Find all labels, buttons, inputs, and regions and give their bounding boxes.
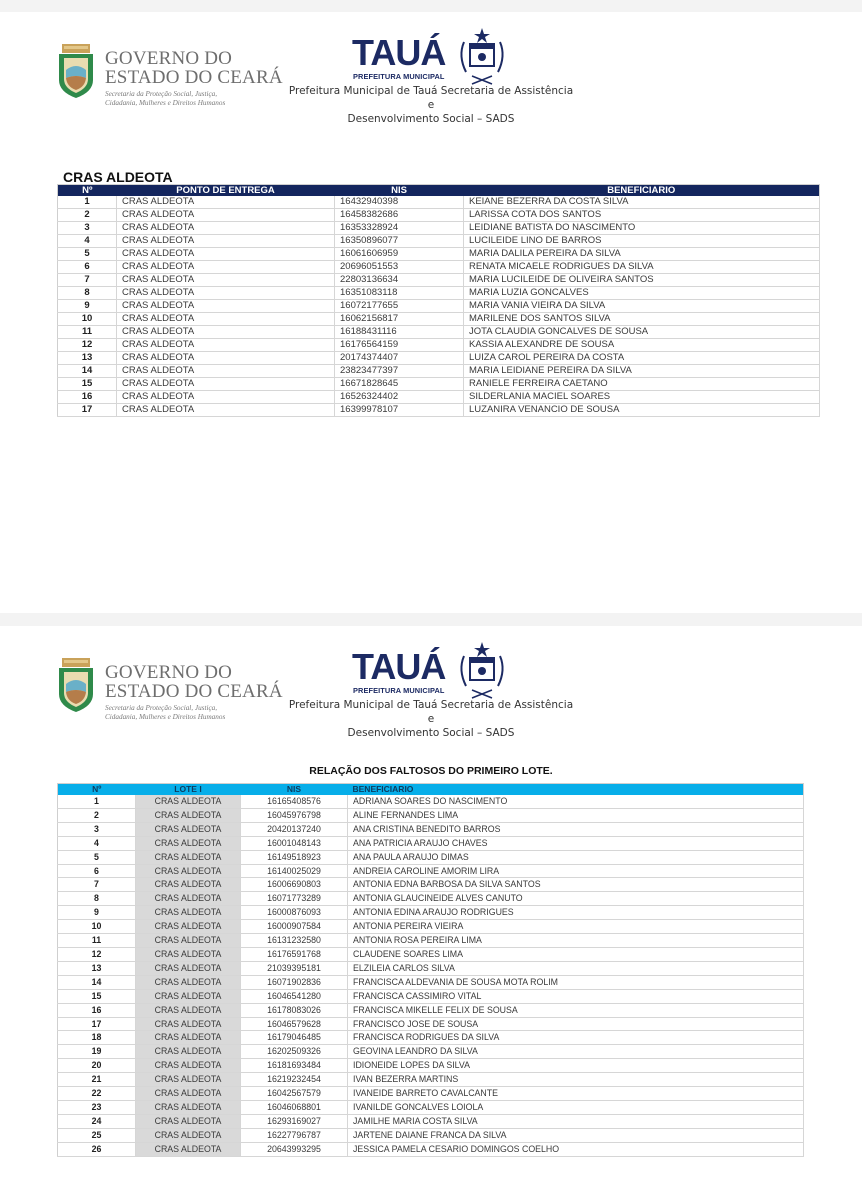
table-row [58,920,804,934]
beneficiary-cell: MARIA DALILA PEREIRA DA SILVA [464,248,820,261]
lote-cell: CRAS ALDEOTA [136,1087,241,1101]
column-header-delivery-point: PONTO DE ENTREGA [117,185,335,197]
row-number: 11 [58,326,117,339]
table-row [58,836,804,850]
nis-cell: 16000907584 [241,920,348,934]
beneficiary-cell: KASSIA ALEXANDRE DE SOUSA [464,339,820,352]
gov-line-2: ESTADO DO CEARÁ [105,67,283,88]
taua-logo [350,26,520,88]
column-header-beneficiary: BENEFICIARIO [348,784,804,796]
beneficiary-cell: ADRIANA SOARES DO NASCIMENTO [348,795,804,808]
beneficiary-cell: RANIELE FERREIRA CAETANO [464,378,820,391]
table-row [58,1059,804,1073]
row-number: 4 [58,235,117,248]
nis-cell: 16000876093 [241,906,348,920]
nis-cell: 16061606959 [335,248,464,261]
row-number: 19 [58,1045,136,1059]
gov-line-1: GOVERNO DO [105,662,233,683]
nis-cell: 16140025029 [241,864,348,878]
lote-cell: CRAS ALDEOTA [136,836,241,850]
lote-cell: CRAS ALDEOTA [136,906,241,920]
delivery-point-cell: CRAS ALDEOTA [117,235,335,248]
table-row [58,1031,804,1045]
lote-cell: CRAS ALDEOTA [136,1142,241,1156]
document-page-2 [0,626,862,1200]
nis-cell: 16399978107 [335,404,464,417]
delivery-point-cell: CRAS ALDEOTA [117,326,335,339]
row-number: 16 [58,1003,136,1017]
nis-cell: 16526324402 [335,391,464,404]
column-header-lote: LOTE I [136,784,241,796]
taua-seal-icon [452,26,512,86]
table-row [58,1073,804,1087]
nis-cell: 16042567579 [241,1087,348,1101]
beneficiary-cell: FRANCISCA RODRIGUES DA SILVA [348,1031,804,1045]
beneficiary-cell: FRANCISCA MIKELLE FELIX DE SOUSA [348,1003,804,1017]
beneficiary-cell: ANDREIA CAROLINE AMORIM LIRA [348,864,804,878]
row-number: 20 [58,1059,136,1073]
nis-cell: 16071902836 [241,975,348,989]
table-row [58,961,804,975]
lote-cell: CRAS ALDEOTA [136,1003,241,1017]
nis-cell: 16046579628 [241,1017,348,1031]
lote-cell: CRAS ALDEOTA [136,795,241,808]
lote-cell: CRAS ALDEOTA [136,989,241,1003]
beneficiary-cell: JARTENE DAIANE FRANCA DA SILVA [348,1128,804,1142]
beneficiary-cell: LEIDIANE BATISTA DO NASCIMENTO [464,222,820,235]
row-number: 1 [58,196,117,209]
lote-cell: CRAS ALDEOTA [136,1114,241,1128]
beneficiary-cell: JOTA CLAUDIA GONCALVES DE SOUSA [464,326,820,339]
document-page-1 [0,12,862,613]
lote-cell: CRAS ALDEOTA [136,1100,241,1114]
taua-name: TAUÁ [352,646,446,687]
table-header-row [58,784,804,796]
nis-cell: 16001048143 [241,836,348,850]
row-number: 12 [58,339,117,352]
table-header-row [58,185,820,197]
gov-subtitle-1: Secretaria da Proteção Social, Justiça, [105,90,218,98]
beneficiary-cell: FRANCISCA CASSIMIRO VITAL [348,989,804,1003]
row-number: 10 [58,920,136,934]
delivery-point-cell: CRAS ALDEOTA [117,209,335,222]
nis-cell: 16131232580 [241,934,348,948]
beneficiary-cell: FRANCISCA ALDEVANIA DE SOUSA MOTA ROLIM [348,975,804,989]
nis-cell: 16071773289 [241,892,348,906]
beneficiary-cell: JESSICA PAMELA CESARIO DOMINGOS COELHO [348,1142,804,1156]
row-number: 13 [58,961,136,975]
delivery-point-cell: CRAS ALDEOTA [117,222,335,235]
nis-cell: 16006690803 [241,878,348,892]
taua-subtitle: PREFEITURA MUNICIPAL [353,72,445,81]
beneficiary-cell: ELZILEIA CARLOS SILVA [348,961,804,975]
row-number: 22 [58,1087,136,1101]
row-number: 6 [58,864,136,878]
row-number: 15 [58,989,136,1003]
delivery-point-cell: CRAS ALDEOTA [117,300,335,313]
secretaria-line-2: Desenvolvimento Social – SADS [347,727,515,739]
beneficiaries-table [57,184,820,417]
row-number: 5 [58,850,136,864]
row-number: 16 [58,391,117,404]
delivery-point-cell: CRAS ALDEOTA [117,261,335,274]
lote-cell: CRAS ALDEOTA [136,961,241,975]
column-header-number: Nº [58,185,117,197]
gov-line-1: GOVERNO DO [105,48,233,69]
row-number: 12 [58,947,136,961]
beneficiary-cell: ANA PATRICIA ARAUJO CHAVES [348,836,804,850]
nis-cell: 20174374407 [335,352,464,365]
beneficiary-cell: MARIA LUCILEIDE DE OLIVEIRA SANTOS [464,274,820,287]
delivery-point-cell: CRAS ALDEOTA [117,378,335,391]
column-header-nis: NIS [335,185,464,197]
gov-subtitle-2: Cidadania, Mulheres e Direitos Humanos [105,713,226,721]
table-row [58,391,820,404]
governo-ceara-logo [57,656,283,726]
beneficiary-cell: IDIONEIDE LOPES DA SILVA [348,1059,804,1073]
nis-cell: 16350896077 [335,235,464,248]
row-number: 18 [58,1031,136,1045]
nis-cell: 16671828645 [335,378,464,391]
row-number: 3 [58,222,117,235]
column-header-number: Nº [58,784,136,796]
nis-cell: 16046541280 [241,989,348,1003]
delivery-point-cell: CRAS ALDEOTA [117,391,335,404]
nis-cell: 16176564159 [335,339,464,352]
beneficiary-cell: ANTONIA EDINA ARAUJO RODRIGUES [348,906,804,920]
nis-cell: 20643993295 [241,1142,348,1156]
secretaria-line-2: Desenvolvimento Social – SADS [347,113,515,125]
page-header [0,12,862,125]
table-row [58,1087,804,1101]
lote-cell: CRAS ALDEOTA [136,850,241,864]
nis-cell: 16072177655 [335,300,464,313]
nis-cell: 16149518923 [241,850,348,864]
nis-cell: 16165408576 [241,795,348,808]
row-number: 1 [58,795,136,808]
table-row [58,934,804,948]
nis-cell: 16062156817 [335,313,464,326]
row-number: 13 [58,352,117,365]
lote-cell: CRAS ALDEOTA [136,822,241,836]
nis-cell: 16219232454 [241,1073,348,1087]
delivery-point-cell: CRAS ALDEOTA [117,339,335,352]
lote-cell: CRAS ALDEOTA [136,864,241,878]
lote-cell: CRAS ALDEOTA [136,808,241,822]
table-row [58,975,804,989]
lote-cell: CRAS ALDEOTA [136,920,241,934]
table-row [58,1003,804,1017]
table-row [58,795,804,808]
nis-cell: 16227796787 [241,1128,348,1142]
beneficiary-cell: ANTONIA EDNA BARBOSA DA SILVA SANTOS [348,878,804,892]
row-number: 7 [58,878,136,892]
secretaria-line-1: Prefeitura Municipal de Tauá Secretaria de Assistência e [288,699,574,725]
beneficiary-cell: ANTONIA GLAUCINEIDE ALVES CANUTO [348,892,804,906]
row-number: 25 [58,1128,136,1142]
nis-cell: 21039395181 [241,961,348,975]
nis-cell: 16176591768 [241,947,348,961]
row-number: 17 [58,404,117,417]
table-row [58,222,820,235]
table-row [58,1045,804,1059]
lote-cell: CRAS ALDEOTA [136,1128,241,1142]
row-number: 2 [58,209,117,222]
beneficiary-cell: GEOVINA LEANDRO DA SILVA [348,1045,804,1059]
taua-subtitle: PREFEITURA MUNICIPAL [353,686,445,695]
gov-subtitle [105,704,225,722]
nis-cell: 20420137240 [241,822,348,836]
nis-cell: 16181693484 [241,1059,348,1073]
nis-cell: 16351083118 [335,287,464,300]
table-row [58,864,804,878]
table-row [58,274,820,287]
table-row [58,352,820,365]
table-row [58,313,820,326]
delivery-point-cell: CRAS ALDEOTA [117,287,335,300]
gov-subtitle [105,90,225,108]
table-row [58,235,820,248]
row-number: 15 [58,378,117,391]
nis-cell: 22803136634 [335,274,464,287]
table-row [58,892,804,906]
beneficiary-cell: IVAN BEZERRA MARTINS [348,1073,804,1087]
ceara-crest-icon [57,44,95,98]
beneficiary-cell: LUCILEIDE LINO DE BARROS [464,235,820,248]
row-number: 14 [58,365,117,378]
beneficiary-cell: ANTONIA PEREIRA VIEIRA [348,920,804,934]
row-number: 21 [58,1073,136,1087]
delivery-point-cell: CRAS ALDEOTA [117,248,335,261]
beneficiary-cell: MARIA VANIA VIEIRA DA SILVA [464,300,820,313]
ceara-crest-icon [57,658,95,712]
delivery-point-cell: CRAS ALDEOTA [117,352,335,365]
row-number: 26 [58,1142,136,1156]
beneficiary-cell: LARISSA COTA DOS SANTOS [464,209,820,222]
taua-name: TAUÁ [352,32,446,73]
row-number: 8 [58,892,136,906]
delivery-point-cell: CRAS ALDEOTA [117,313,335,326]
row-number: 17 [58,1017,136,1031]
table-row [58,196,820,209]
lote-cell: CRAS ALDEOTA [136,1017,241,1031]
beneficiary-cell: LUIZA CAROL PEREIRA DA COSTA [464,352,820,365]
beneficiary-cell: IVANEIDE BARRETO CAVALCANTE [348,1087,804,1101]
nis-cell: 20696051553 [335,261,464,274]
table-row [58,404,820,417]
table-row [58,822,804,836]
row-number: 9 [58,906,136,920]
nis-cell: 16045976798 [241,808,348,822]
absentees-table [57,783,804,1157]
row-number: 11 [58,934,136,948]
table-row [58,261,820,274]
beneficiary-cell: MARIA LUZIA GONCALVES [464,287,820,300]
lote-cell: CRAS ALDEOTA [136,878,241,892]
table-row [58,989,804,1003]
table-row [58,287,820,300]
secretaria-line-1: Prefeitura Municipal de Tauá Secretaria de Assistência e [288,85,574,111]
column-header-nis: NIS [241,784,348,796]
beneficiary-cell: FRANCISCO JOSE DE SOUSA [348,1017,804,1031]
nis-cell: 16353328924 [335,222,464,235]
beneficiary-cell: LUZANIRA VENANCIO DE SOUSA [464,404,820,417]
beneficiary-cell: SILDERLANIA MACIEL SOARES [464,391,820,404]
nis-cell: 16046068801 [241,1100,348,1114]
page-header [0,626,862,739]
nis-cell: 16188431116 [335,326,464,339]
table1-title: CRAS ALDEOTA [63,169,173,185]
row-number: 5 [58,248,117,261]
beneficiary-cell: KEIANE BEZERRA DA COSTA SILVA [464,196,820,209]
nis-cell: 16458382686 [335,209,464,222]
row-number: 9 [58,300,117,313]
lote-cell: CRAS ALDEOTA [136,1059,241,1073]
gov-subtitle-2: Cidadania, Mulheres e Direitos Humanos [105,99,226,107]
lote-cell: CRAS ALDEOTA [136,1073,241,1087]
taua-logo [350,640,520,702]
row-number: 7 [58,274,117,287]
secretaria-name [285,84,577,126]
row-number: 23 [58,1100,136,1114]
governo-ceara-logo [57,42,283,112]
table-row [58,1100,804,1114]
nis-cell: 16178083026 [241,1003,348,1017]
lote-cell: CRAS ALDEOTA [136,1045,241,1059]
row-number: 4 [58,836,136,850]
beneficiary-cell: ANA CRISTINA BENEDITO BARROS [348,822,804,836]
nis-cell: 16293169027 [241,1114,348,1128]
nis-cell: 16179046485 [241,1031,348,1045]
lote-cell: CRAS ALDEOTA [136,947,241,961]
nis-cell: 23823477397 [335,365,464,378]
beneficiary-cell: MARIA LEIDIANE PEREIRA DA SILVA [464,365,820,378]
table-row [58,808,804,822]
table-row [58,339,820,352]
nis-cell: 16202509326 [241,1045,348,1059]
table-row [58,947,804,961]
table-row [58,906,804,920]
lote-cell: CRAS ALDEOTA [136,975,241,989]
delivery-point-cell: CRAS ALDEOTA [117,274,335,287]
lote-cell: CRAS ALDEOTA [136,892,241,906]
lote-cell: CRAS ALDEOTA [136,934,241,948]
nis-cell: 16432940398 [335,196,464,209]
row-number: 8 [58,287,117,300]
table-row [58,209,820,222]
table-row [58,300,820,313]
table-row [58,378,820,391]
lote-cell: CRAS ALDEOTA [136,1031,241,1045]
row-number: 2 [58,808,136,822]
taua-seal-icon [452,640,512,700]
table-row [58,1142,804,1156]
beneficiary-cell: ANA PAULA ARAUJO DIMAS [348,850,804,864]
row-number: 24 [58,1114,136,1128]
table-row [58,1128,804,1142]
table-row [58,248,820,261]
beneficiary-cell: MARILENE DOS SANTOS SILVA [464,313,820,326]
beneficiary-cell: JAMILHE MARIA COSTA SILVA [348,1114,804,1128]
delivery-point-cell: CRAS ALDEOTA [117,404,335,417]
beneficiary-cell: IVANILDE GONCALVES LOIOLA [348,1100,804,1114]
table-row [58,1017,804,1031]
row-number: 14 [58,975,136,989]
beneficiary-cell: ANTONIA ROSA PEREIRA LIMA [348,934,804,948]
beneficiary-cell: ALINE FERNANDES LIMA [348,808,804,822]
table-row [58,326,820,339]
secretaria-name [285,698,577,740]
table2-title: RELAÇÃO DOS FALTOSOS DO PRIMEIRO LOTE. [309,765,553,777]
row-number: 10 [58,313,117,326]
beneficiary-cell: CLAUDENE SOARES LIMA [348,947,804,961]
table-row [58,1114,804,1128]
gov-line-2: ESTADO DO CEARÁ [105,681,283,702]
gov-subtitle-1: Secretaria da Proteção Social, Justiça, [105,704,218,712]
row-number: 3 [58,822,136,836]
row-number: 6 [58,261,117,274]
column-header-beneficiary: BENEFICIARIO [464,185,820,197]
table-row [58,850,804,864]
table-row [58,878,804,892]
beneficiary-cell: RENATA MICAELE RODRIGUES DA SILVA [464,261,820,274]
delivery-point-cell: CRAS ALDEOTA [117,365,335,378]
delivery-point-cell: CRAS ALDEOTA [117,196,335,209]
table-row [58,365,820,378]
